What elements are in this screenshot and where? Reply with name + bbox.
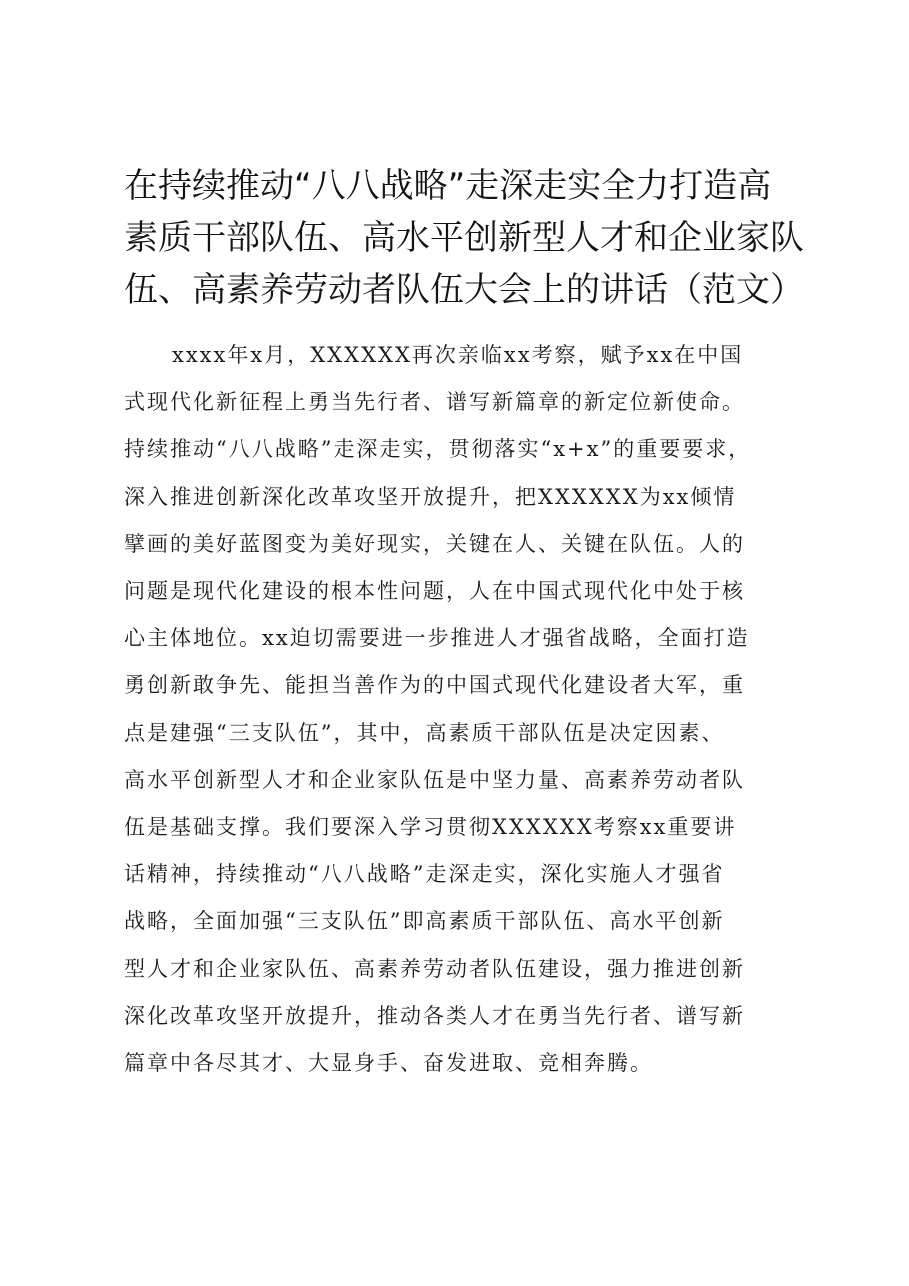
paragraph-line: 问题是现代化建设的根本性问题，人在中国式现代化中处于核 <box>124 579 745 604</box>
paragraph-line: 点是建强“三支队伍”，其中，高素质干部队伍是决定因素、 <box>124 720 725 745</box>
title-line: 素质干部队伍、高水平创新型人才和企业家队 <box>124 218 804 258</box>
paragraph-line: 深化改革攻坚开放提升，推动各类人才在勇当先行者、谱写新 <box>124 1003 745 1028</box>
paragraph-line: 篇章中各尽其才、大显身手、奋发进取、竞相奔腾。 <box>124 1051 653 1076</box>
paragraph-line: xxxx年x月，XXXXXX再次亲临xx考察，赋予xx在中国 <box>172 343 744 367</box>
paragraph-line: 高水平创新型人才和企业家队伍是中坚力量、高素养劳动者队 <box>124 767 745 792</box>
paragraph-line: 深入推进创新深化改革攻坚开放提升，把XXXXXX为xx倾情 <box>124 484 737 509</box>
body-paragraph <box>124 332 804 1087</box>
paragraph-line: 话精神，持续推动“八八战略”走深走实，深化实施人才强省 <box>124 862 725 887</box>
paragraph-line: 战略，全面加强“三支队伍”即高素质干部队伍、高水平创新 <box>124 909 725 934</box>
paragraph-line: 持续推动“八八战略”走深走实，贯彻落实“x+x”的重要要求， <box>124 437 752 462</box>
title-line: 伍、高素养劳动者队伍大会上的讲话（范文） <box>124 270 804 310</box>
document-title <box>124 160 804 316</box>
paragraph-line: 式现代化新征程上勇当先行者、谱写新篇章的新定位新使命。 <box>124 390 745 415</box>
paragraph-line: 伍是基础支撑。我们要深入学习贯彻XXXXXX考察xx重要讲 <box>124 815 737 840</box>
paragraph-line: 型人才和企业家队伍、高素养劳动者队伍建设，强力推进创新 <box>124 956 745 981</box>
paragraph-line: 擘画的美好蓝图变为美好现实，关键在人、关键在队伍。人的 <box>124 531 745 556</box>
title-line: 在持续推动“八八战略”走深走实全力打造高 <box>124 166 772 206</box>
paragraph-line: 心主体地位。xx迫切需要进一步推进人才强省战略，全面打造 <box>124 626 750 651</box>
paragraph-line: 勇创新敢争先、能担当善作为的中国式现代化建设者大军，重 <box>124 673 745 698</box>
